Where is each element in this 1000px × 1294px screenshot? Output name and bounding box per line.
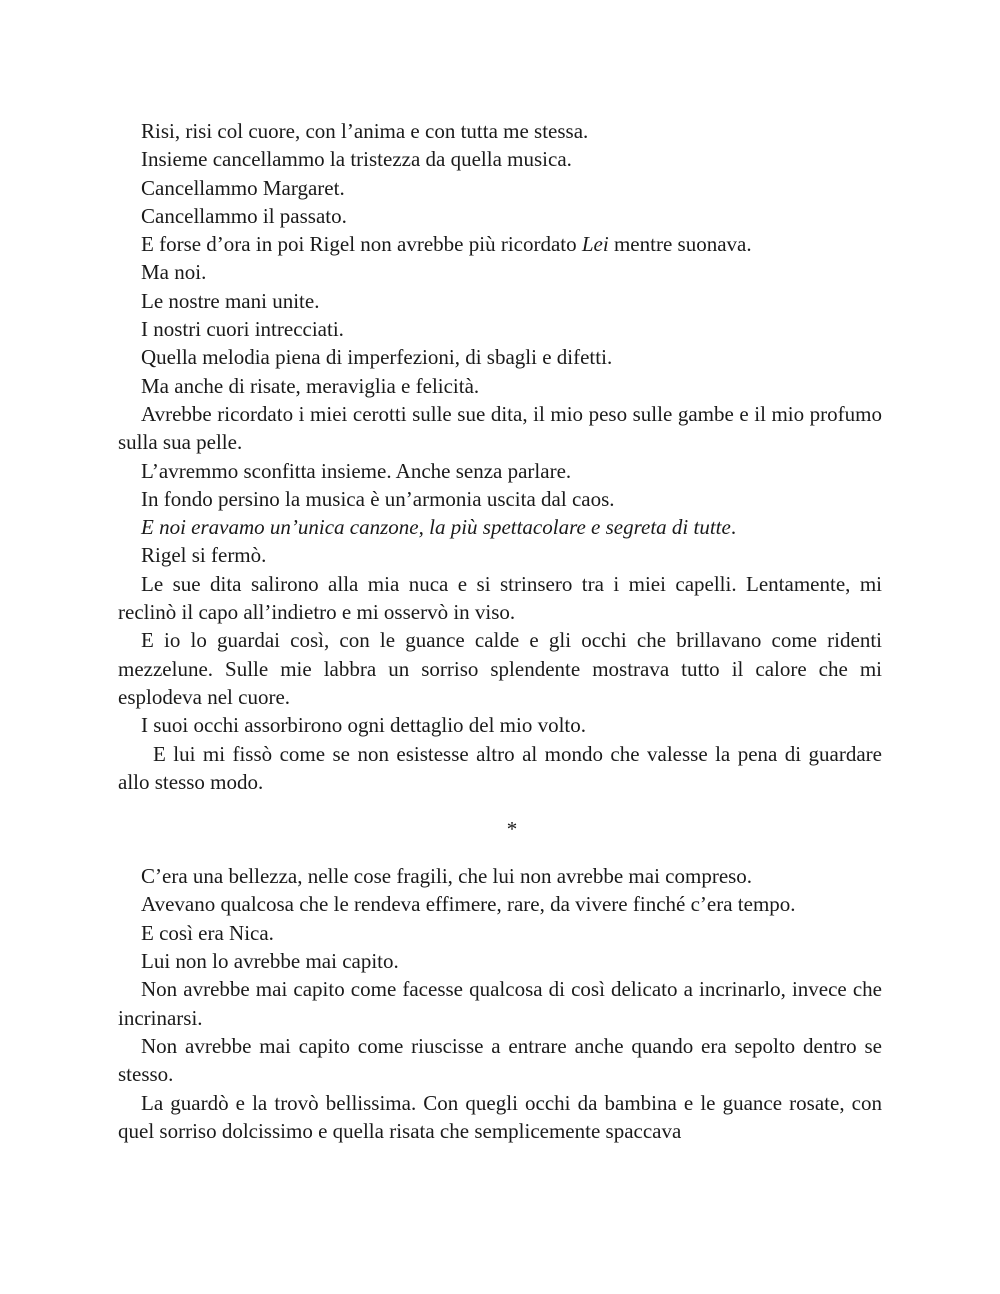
paragraph: E io lo guardai così, con le guance calde e gli occhi che brillavano come ridenti mezzelune. Sulle mie labbra un sorriso splendente mostrava tutto il calore che mi esplodeva nel cuore. [118, 628, 882, 709]
paragraph: Ma anche di risate, meraviglia e felicità. [141, 373, 480, 398]
paragraph: Risi, risi col cuore, con l’anima e con tutta me stessa. [141, 119, 589, 143]
italic-emphasis: Lei [581, 232, 609, 257]
paragraph: E lui mi fissò come se non esistesse altro al mondo che valesse la pena di guardare allo stesso modo. [118, 741, 882, 794]
paragraph: Avrebbe ricordato i miei cerotti sulle sue dita, il mio peso sulle gambe e il mio profumo sulla sua pelle. [118, 401, 882, 455]
paragraph-text: mentre suonava. [608, 232, 752, 257]
paragraph: Cancellammo il passato. [141, 203, 347, 228]
paragraph: Ma noi. [141, 260, 207, 285]
section-separator: * [506, 817, 518, 842]
book-page [118, 117, 882, 1145]
paragraph: E così era Nica. [141, 920, 274, 945]
paragraph: Non avrebbe mai capito come facesse qualcosa di così delicato a incrinarlo, invece che incrinarsi. [118, 977, 882, 1030]
paragraph: C’era una bellezza, nelle cose fragili, che lui non avrebbe mai compreso. [141, 864, 753, 889]
paragraph: La guardò e la trovò bellissima. Con quegli occhi da bambina e le guance rosate, con quel sorriso dolcissimo e quella risata che semplicemente spaccava [118, 1090, 882, 1143]
paragraph: Le nostre mani unite. [141, 288, 320, 313]
paragraph: I suoi occhi assorbirono ogni dettaglio del mio volto. [141, 713, 587, 738]
paragraph: Insieme cancellammo la tristezza da quella musica. [141, 147, 572, 172]
paragraph: Quella melodia piena di imperfezioni, di sbagli e difetti. [141, 345, 613, 370]
paragraph: Avevano qualcosa che le rendeva effimere, rare, da vivere finché c’era tempo. [141, 892, 796, 917]
paragraph: I nostri cuori intrecciati. [141, 317, 344, 342]
paragraph: Rigel si fermò. [141, 543, 267, 568]
paragraph: In fondo persino la musica è un’armonia uscita dal caos. [141, 486, 615, 511]
italic-paragraph-text: E noi eravamo un’unica canzone, la più spettacolare e segreta di tutte [141, 515, 731, 540]
paragraph: L’avremmo sconfitta insieme. Anche senza parlare. [141, 458, 572, 483]
paragraph-text: . [730, 515, 737, 540]
paragraph: Non avrebbe mai capito come riuscisse a entrare anche quando era sepolto dentro se stesso. [118, 1033, 882, 1087]
paragraph [118, 230, 882, 258]
paragraph-text: E forse d’ora in poi Rigel non avrebbe più ricordato [141, 232, 582, 257]
paragraph: Lui non lo avrebbe mai capito. [141, 949, 399, 974]
paragraph: Le sue dita salirono alla mia nuca e si strinsero tra i miei capelli. Lentamente, mi reclinò il capo all’indietro e mi osservò in viso. [118, 571, 882, 625]
paragraph [118, 513, 882, 541]
paragraph: Cancellammo Margaret. [141, 175, 345, 200]
